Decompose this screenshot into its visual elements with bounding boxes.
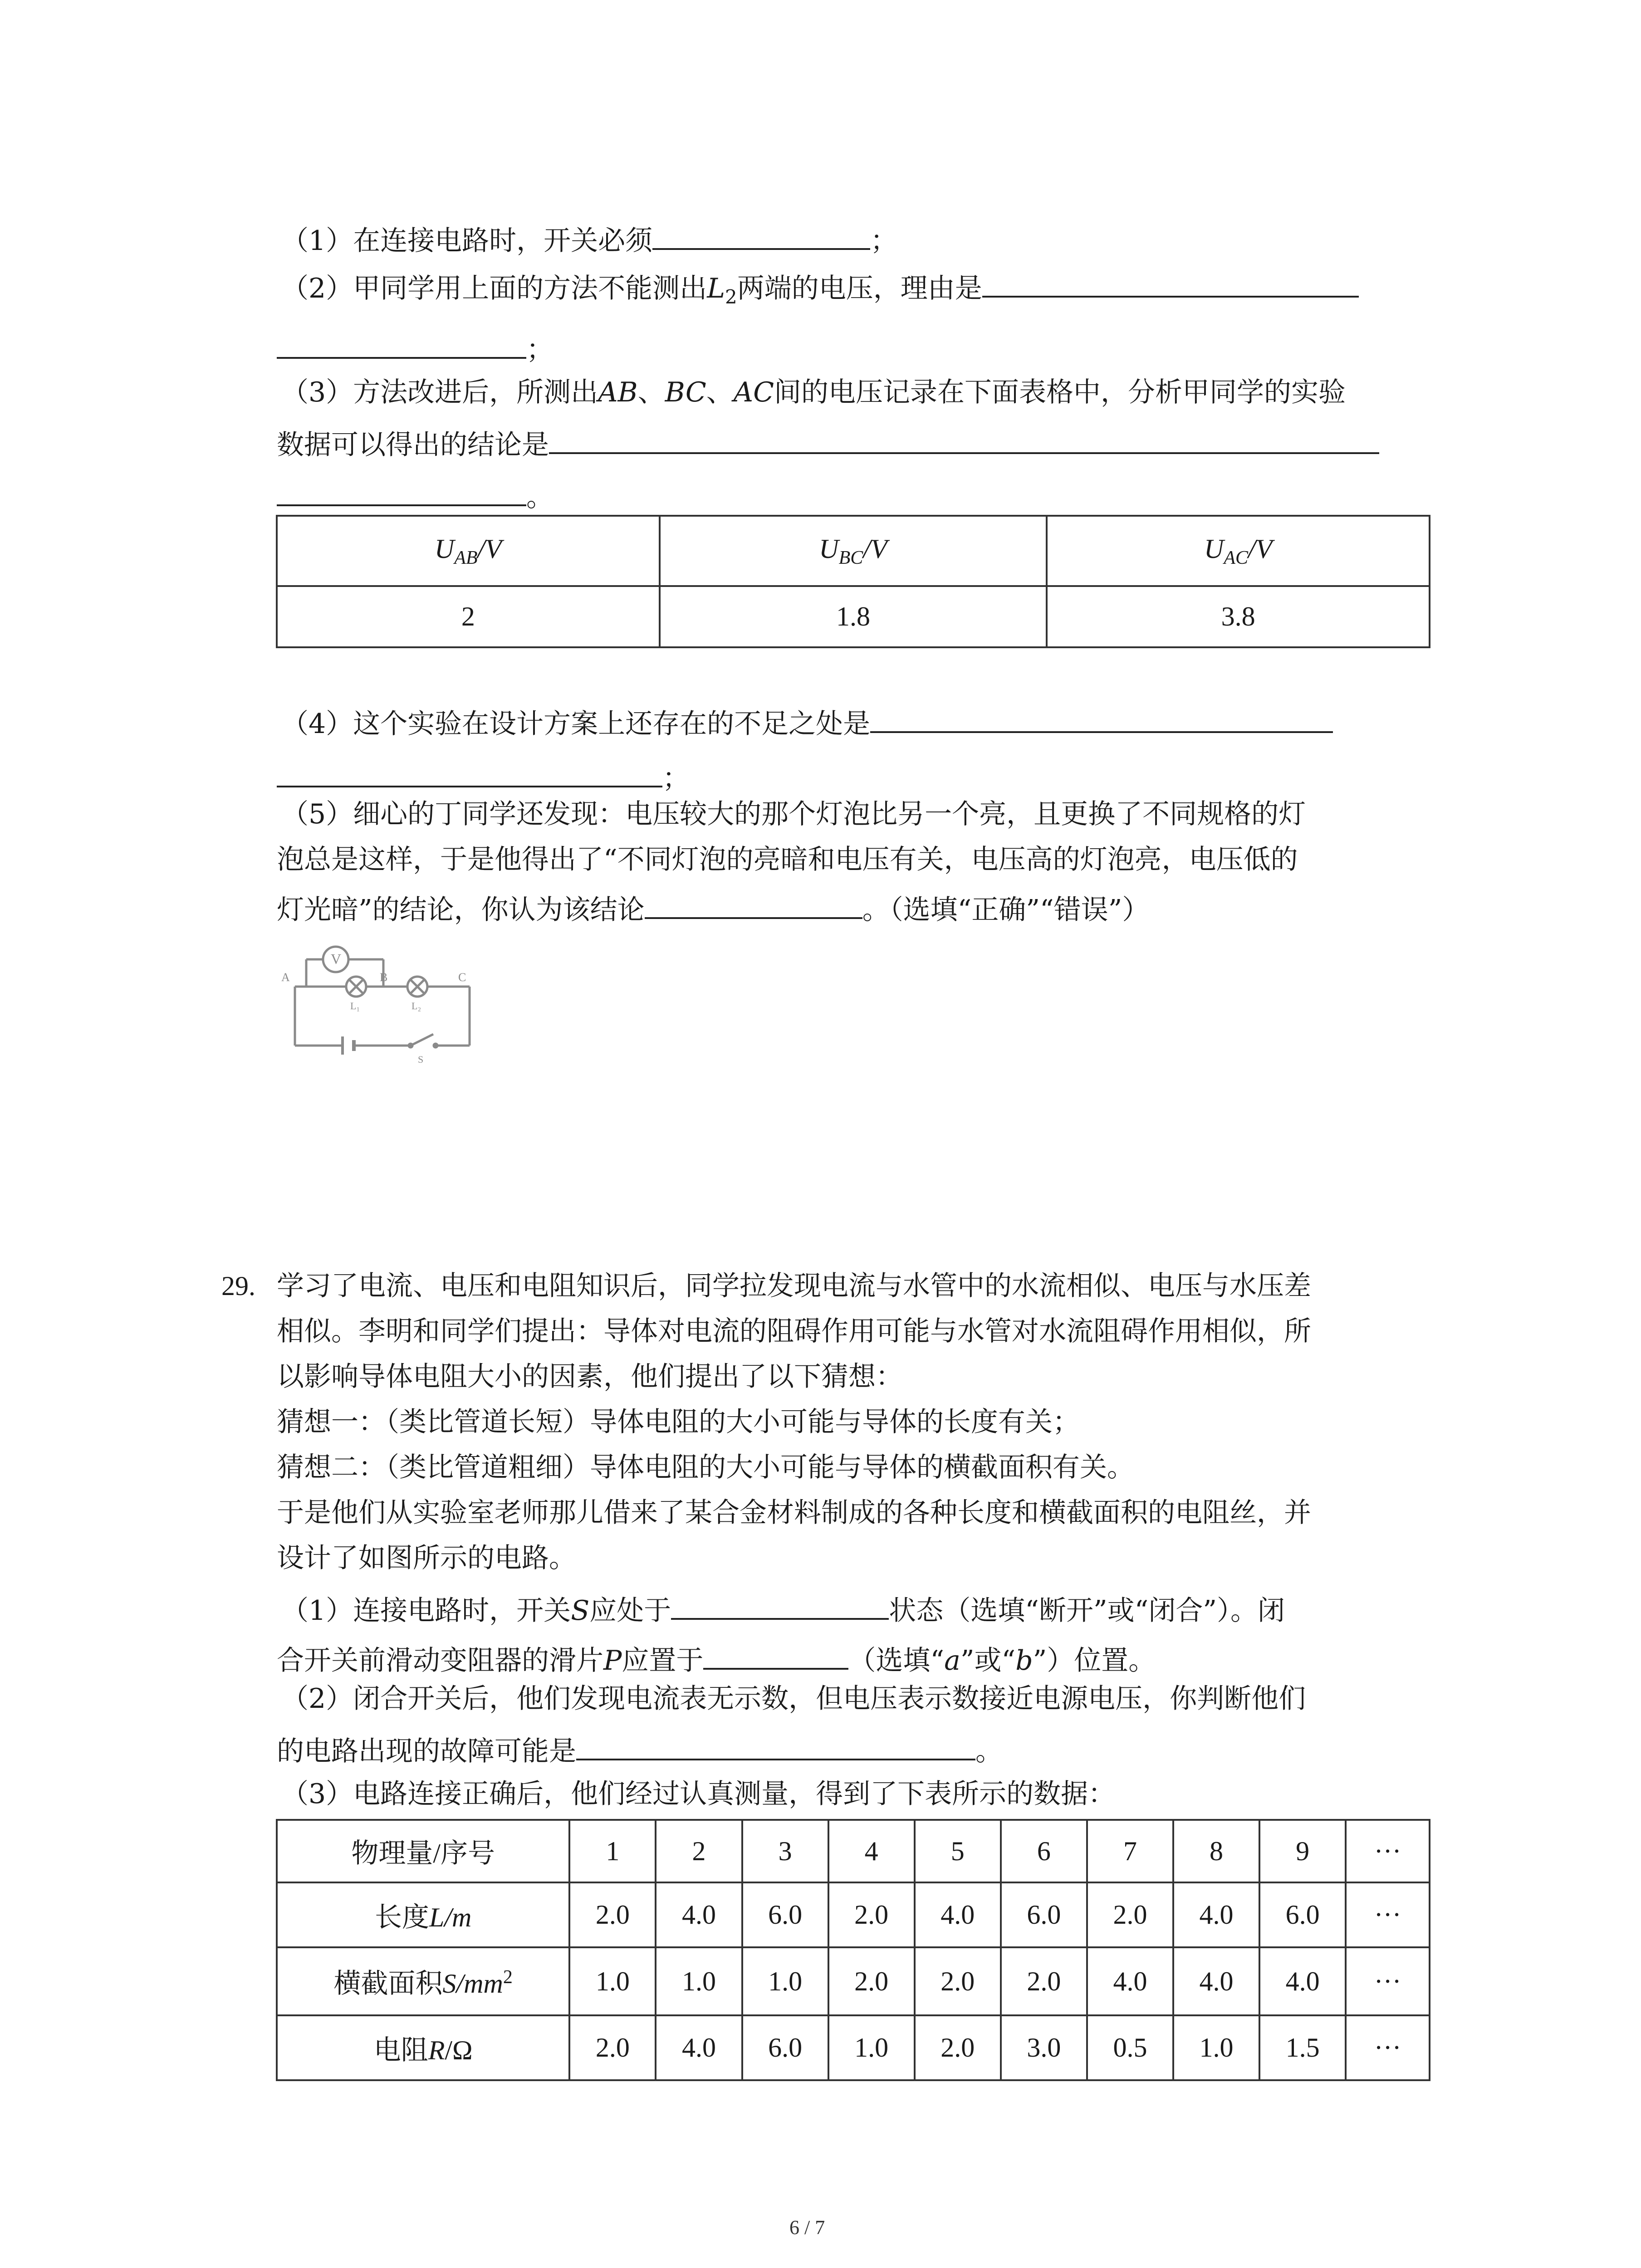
q28-item2-sub: 2 [725,286,737,308]
seq-cell: 4 [828,1820,915,1882]
q28-item3-line2-text: 数据可以得出的结论是 [277,429,549,461]
q29-item2-blank[interactable] [576,1735,975,1760]
label-b: B [380,971,388,984]
q28-item2-pre: （2）甲同学用上面的方法不能测出 [281,273,707,304]
resistance-cell: ··· [1346,2015,1430,2080]
resistance-cell: 2.0 [915,2015,1001,2080]
row-label-length: 长度L/m [277,1882,569,1947]
q28-item5-blank[interactable] [645,894,862,919]
q28-item3-blank-b[interactable] [277,481,526,506]
length-cell: 2.0 [569,1882,656,1947]
label-s: S [418,1054,424,1064]
area-cell: 2.0 [828,1947,915,2015]
area-cell: 1.0 [742,1947,828,2015]
length-cell: 2.0 [828,1882,915,1947]
q29-intro-line-3: 以影响导体电阻大小的因素，他们提出了以下猜想： [277,1361,903,1393]
page-number: 6 / 7 [789,2216,825,2239]
q28-item4-cont [277,762,690,792]
q28-item4-blank-a[interactable] [870,708,1333,733]
q29-item2-line2: 的电路出现的故障可能是 。 [277,1735,1003,1767]
q28-item3-sep2: 、 [706,376,734,408]
q29-item1-line2: 合开关前滑动变阻器的滑片P应置于 （选填“a”或“b”）位置。 [277,1645,1156,1677]
resistance-cell: 4.0 [656,2015,742,2080]
area-cell: 1.0 [569,1947,656,2015]
label-l1: L₁ [350,1000,360,1012]
q28-item5-line3-post: 。（选填“正确”“错误”） [862,894,1150,926]
q28-item4 [281,708,1333,738]
q28-item5-line1 [281,798,1306,830]
q28-item3-pre: （3）方法改进后，所测出 [281,376,598,408]
label-c: C [458,971,466,984]
q29-number: 29. [221,1271,255,1301]
q28-item2-cont [277,333,554,366]
header-uac: $U_{AC}/V$ [1047,516,1430,586]
q29-item1-line1: （1）连接电路时，开关S应处于 状态（选填“断开”或“闭合”）。闭 [281,1595,1285,1627]
q28-item3-line2 [277,429,1379,459]
area-cell: ··· [1346,1947,1430,2015]
q28-item2 [281,272,1359,307]
q29-item1-blank-b[interactable] [703,1644,848,1670]
length-cell: 6.0 [742,1882,828,1947]
q29-item3: （3）电路连接正确后，他们经过认真测量，得到了下表所示的数据： [281,1778,1116,1810]
label-v: V [331,951,342,967]
seq-cell: 1 [569,1820,656,1882]
q28-item4-tail: ； [662,763,690,794]
q29-resistance-table [276,1819,1430,2081]
resistance-cell: 3.0 [1001,2015,1087,2080]
q28-item3-line3 [277,481,554,511]
q29-hypothesis-1: 猜想一：（类比管道长短）导体电阻的大小可能与导体的长度有关； [277,1406,1080,1438]
q28-item2-var: L [707,273,725,304]
area-cell: 4.0 [1173,1947,1259,2015]
area-cell: 4.0 [1087,1947,1173,2015]
series-circuit-diagram [279,941,483,1064]
value-uab: 2 [277,586,660,647]
seq-cell: ··· [1346,1820,1430,1882]
resistance-cell: 1.0 [1173,2015,1259,2080]
q29-item1-blank-a[interactable] [671,1594,889,1620]
row-label-index: 物理量/序号 [277,1820,569,1882]
q28-item3-v2: BC [665,376,706,408]
q28-item3-post: 间的电压记录在下面表格中，分析甲同学的实验 [774,376,1346,408]
area-cell: 1.0 [656,1947,742,2015]
q28-item5-line1-text: （5）细心的丁同学还发现：电压较大的那个灯泡比另一个亮，且更换了不同规格的灯 [281,798,1306,830]
q28-item4-blank-b[interactable] [277,762,662,787]
switch-lever [411,1034,433,1046]
q28-voltage-table [276,515,1430,648]
q28-item5-line3 [277,894,1149,924]
q28-item3-line1 [281,376,1346,408]
q28-item4-text: （4）这个实验在设计方案上还存在的不足之处是 [281,708,871,740]
q29-intro-line-7: 设计了如图所示的电路。 [277,1542,576,1574]
value-ubc: 1.8 [660,586,1047,647]
length-cell: 6.0 [1001,1882,1087,1947]
q28-item5-line2 [277,846,1298,873]
label-l2: L₂ [411,1000,421,1012]
q28-item2-blank-a[interactable] [982,272,1359,298]
q28-item2-tail: ； [526,334,554,366]
length-cell: 4.0 [1173,1882,1259,1947]
length-cell: 4.0 [656,1882,742,1947]
resistance-cell: 1.5 [1259,2015,1346,2080]
q29-item2-line1: （2）闭合开关后，他们发现电流表无示数，但电压表示数接近电源电压，你判断他们 [281,1683,1306,1715]
header-uab: $U_{AB}/V$ [277,516,660,586]
q28-item5-line3-pre: 灯光暗”的结论，你认为该结论 [277,894,645,926]
length-cell: ··· [1346,1882,1430,1947]
row-label-resistance: 电阻R/Ω [277,2015,569,2080]
q29-hypothesis-2: 猜想二：（类比管道粗细）导体电阻的大小可能与导体的横截面积有关。 [277,1452,1134,1483]
length-cell: 4.0 [915,1882,1001,1947]
label-a: A [281,971,290,984]
seq-cell: 6 [1001,1820,1087,1882]
q29-intro-line-1: 学习了电流、电压和电阻知识后，同学拉发现电流与水管中的水流相似、电压与水压差 [277,1270,1311,1302]
seq-cell: 7 [1087,1820,1173,1882]
q28-item1-text: （1）在连接电路时，开关必须 [281,225,653,257]
q28-item3-tail: 。 [526,481,554,513]
seq-cell: 5 [915,1820,1001,1882]
resistance-cell: 6.0 [742,2015,828,2080]
resistance-cell: 2.0 [569,2015,656,2080]
q28-item1 [281,225,898,257]
value-uac: 3.8 [1047,586,1430,647]
q28-item1-tail: ； [870,225,898,257]
row-label-area: 横截面积$S/mm^2$ [277,1947,569,2015]
area-cell: 2.0 [915,1947,1001,2015]
resistance-cell: 0.5 [1087,2015,1173,2080]
resistance-cell: 1.0 [828,2015,915,2080]
q28-item5-line2-text: 泡总是这样，于是他得出了“不同灯泡的亮暗和电压有关，电压高的灯泡亮，电压低的 [277,844,1298,875]
seq-cell: 2 [656,1820,742,1882]
area-cell: 2.0 [1001,1947,1087,2015]
seq-cell: 9 [1259,1820,1346,1882]
q29-intro-line-2: 相似。李明和同学们提出：导体对电流的阻碍作用可能与水管对水流阻碍作用相似，所 [277,1315,1311,1347]
seq-cell: 3 [742,1820,828,1882]
q28-item1-blank[interactable] [652,225,870,250]
q29-intro-line-6: 于是他们从实验室老师那儿借来了某合金材料制成的各种长度和横截面积的电阻丝，并 [277,1497,1311,1529]
header-ubc: $U_{BC}/V$ [660,516,1047,586]
q28-item2-blank-b[interactable] [277,333,526,359]
q28-item2-post: 两端的电压，理由是 [737,273,982,304]
q28-item3-v3: AC [733,376,774,408]
length-cell: 2.0 [1087,1882,1173,1947]
q28-item3-blank-a[interactable] [549,429,1379,454]
q28-item3-v1: AB [598,376,638,408]
length-cell: 6.0 [1259,1882,1346,1947]
seq-cell: 8 [1173,1820,1259,1882]
q28-item3-sep1: 、 [637,376,665,408]
area-cell: 4.0 [1259,1947,1346,2015]
